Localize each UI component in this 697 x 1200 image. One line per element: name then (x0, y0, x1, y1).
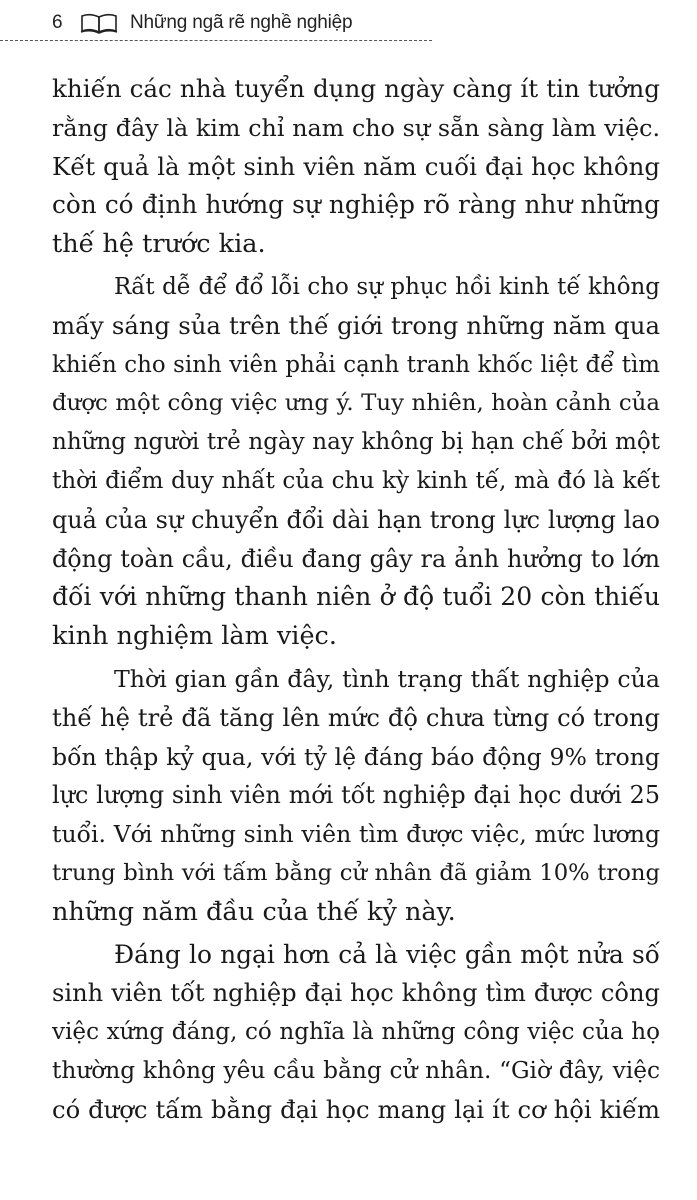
body-text (52, 70, 660, 1130)
text-line: Rất dễ để đổ lỗi cho sự phục hồi kinh tế không (114, 273, 660, 300)
text-line: sinh viên tốt nghiệp đại học không tìm được công (52, 979, 660, 1008)
text-line: được một công việc ưng ý. Tuy nhiên, hoàn cảnh của (52, 390, 660, 417)
text-line: Thời gian gần đây, tình trạng thất nghiệp của (114, 664, 660, 693)
text-line: lực lượng sinh viên mới tốt nghiệp đại học dưới 25 (52, 781, 660, 810)
running-header (52, 8, 442, 38)
text-line: mấy sáng sủa trên thế giới trong những năm qua (52, 310, 660, 340)
text-line: bốn thập kỷ qua, với tỷ lệ đáng báo động 9% trong (52, 742, 660, 771)
header-divider (0, 40, 432, 41)
text-line: khiến các nhà tuyển dụng ngày càng ít tin tưởng (52, 74, 660, 103)
page-number: 6 (52, 12, 63, 33)
text-line: thường không yêu cầu bằng cử nhân. “Giờ đây, việc (52, 1056, 660, 1084)
text-line: Kết quả là một sinh viên năm cuối đại học không (52, 151, 660, 181)
text-line: việc xứng đáng, có nghĩa là những công việc của họ (52, 1019, 660, 1046)
text-line: rằng đây là kim chỉ nam cho sự sẵn sàng làm việc. (52, 113, 660, 142)
text-line: đối với những thanh niên ở độ tuổi 20 còn thiếu (52, 582, 660, 612)
text-line: trung bình với tấm bằng cử nhân đã giảm 10% trong (52, 859, 660, 886)
text-line: tuổi. Với những sinh viên tìm được việc, mức lương (52, 820, 660, 849)
running-title: Những ngã rẽ nghề nghiệp (130, 12, 353, 33)
text-line: kinh nghiệm làm việc. (52, 621, 337, 652)
text-line: còn có định hướng sự nghiệp rõ ràng như những (52, 190, 660, 220)
text-line: quả của sự chuyển đổi dài hạn trong lực lượng lao (52, 505, 660, 534)
text-line: thế hệ trước kia. (52, 229, 266, 260)
text-line: những năm đầu của thế kỷ này. (52, 896, 456, 927)
text-line: động toàn cầu, điều đang gây ra ảnh hưởng to lớn (52, 544, 660, 573)
text-line: Đáng lo ngại hơn cả là việc gần một nửa số (114, 939, 660, 969)
text-line: thời điểm duy nhất của chu kỳ kinh tế, mà đó là kết (52, 467, 660, 494)
text-line: những người trẻ ngày nay không bị hạn chế bởi một (52, 429, 660, 456)
text-line: khiến cho sinh viên phải cạnh tranh khốc liệt để tìm (52, 351, 660, 378)
text-line: thế hệ trẻ đã tăng lên mức độ chưa từng có trong (52, 703, 660, 732)
open-book-icon (80, 12, 118, 34)
text-line: có được tấm bằng đại học mang lại ít cơ hội kiếm (52, 1094, 660, 1124)
